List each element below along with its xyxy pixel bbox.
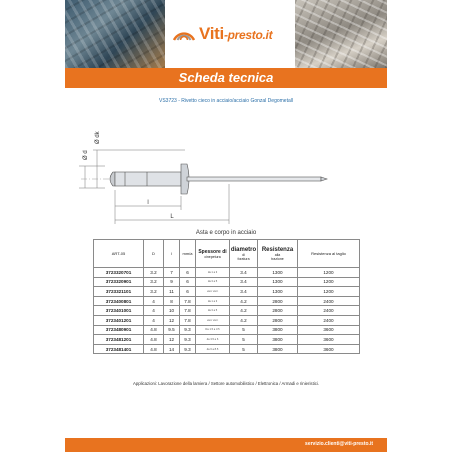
cell-hole-diameter: 5 xyxy=(230,335,258,345)
col-thickness: Spessore di cinepetura xyxy=(196,240,230,268)
applications-text: Applicazioni: Lavorazione della lamiera / Settore automobilistico / Elettronica / Armadi e rinieristici. xyxy=(132,381,320,386)
technical-sheet xyxy=(65,0,387,452)
cell-hole-diameter: 4.2 xyxy=(230,315,258,325)
cell-tensile-strength: 1300 xyxy=(258,287,298,297)
cell-diameter: 4.8 xyxy=(144,325,164,335)
table-row xyxy=(94,315,360,325)
cell-head-diameter: 7.8 xyxy=(180,306,196,316)
cell-tensile-strength: 2800 xyxy=(258,306,298,316)
col-ls: mm/a xyxy=(180,240,196,268)
cell-head-diameter: 9.3 xyxy=(180,325,196,335)
cell-grip-range: da 6 a 8.5 xyxy=(196,344,230,354)
cell-hole-diameter: 5 xyxy=(230,344,258,354)
table-row xyxy=(94,335,360,345)
cell-tensile-strength: 1300 xyxy=(258,277,298,287)
cell-hole-diameter: 3.4 xyxy=(230,268,258,278)
cell-length: 11 xyxy=(164,287,180,297)
cell-shear-strength: 3600 xyxy=(298,325,360,335)
col-l: l xyxy=(164,240,180,268)
footer-email-link[interactable]: servizio.clienti@viti-presto.it xyxy=(305,441,373,447)
cell-tensile-strength: 3800 xyxy=(258,344,298,354)
cell-grip-range: da 1 a 3 xyxy=(196,268,230,278)
label-d: Ø d xyxy=(83,150,89,160)
page-title: Scheda tecnica xyxy=(178,70,274,85)
table-row xyxy=(94,325,360,335)
cell-shear-strength: 2400 xyxy=(298,296,360,306)
spec-table xyxy=(93,239,360,354)
col-tensile: Resistenza alla trazione xyxy=(258,240,298,268)
cell-tensile-strength: 1300 xyxy=(258,268,298,278)
table-header-row xyxy=(94,240,360,268)
cell-art-code: 3723480901 xyxy=(94,325,144,335)
cell-grip-range: da 3 a 5 xyxy=(196,277,230,287)
cell-shear-strength: 1200 xyxy=(298,268,360,278)
table-row xyxy=(94,296,360,306)
col-art: ART-05 xyxy=(94,240,144,268)
brand-suffix-text: -presto.it xyxy=(223,28,273,42)
cell-length: 9 xyxy=(164,277,180,287)
cell-length: 8 xyxy=(164,296,180,306)
cell-art-code: 3723481201 xyxy=(94,335,144,345)
table-row xyxy=(94,306,360,316)
cell-grip-range: vero vist t xyxy=(196,315,230,325)
cell-grip-range: da 3.5 a 6 xyxy=(196,335,230,345)
label-L: L xyxy=(170,214,174,220)
table-row xyxy=(94,287,360,297)
cell-tensile-strength: 3800 xyxy=(258,335,298,345)
cell-head-diameter: 7.8 xyxy=(180,296,196,306)
logo-arc-icon xyxy=(171,20,197,46)
table-row xyxy=(94,344,360,354)
brand-logo[interactable] xyxy=(199,24,272,44)
cell-shear-strength: 3600 xyxy=(298,335,360,345)
cell-head-diameter: 6 xyxy=(180,287,196,297)
cell-art-code: 3723401001 xyxy=(94,306,144,316)
cell-art-code: 3723481401 xyxy=(94,344,144,354)
col-shear: Resistenza al taglio xyxy=(298,240,360,268)
label-l: l xyxy=(147,200,149,206)
cell-diameter: 4 xyxy=(144,306,164,316)
col-d: D xyxy=(144,240,164,268)
cell-diameter: 3.2 xyxy=(144,268,164,278)
cell-shear-strength: 2400 xyxy=(298,315,360,325)
table-row xyxy=(94,268,360,278)
table-row xyxy=(94,277,360,287)
cell-length: 9.5 xyxy=(164,325,180,335)
cell-hole-diameter: 4.2 xyxy=(230,296,258,306)
col-hole: diametro di foratura xyxy=(230,240,258,268)
product-subtitle: VS3723 - Rivetto cieco in acciaio/acciaio Gonzal Degometall xyxy=(159,98,293,104)
cell-length: 12 xyxy=(164,335,180,345)
cell-tensile-strength: 2800 xyxy=(258,315,298,325)
cell-diameter: 3.2 xyxy=(144,287,164,297)
tools-photo-icon xyxy=(65,0,165,68)
cell-shear-strength: 1200 xyxy=(298,287,360,297)
cell-art-code: 3723320701 xyxy=(94,268,144,278)
cell-head-diameter: 9.3 xyxy=(180,344,196,354)
cell-diameter: 4 xyxy=(144,296,164,306)
cell-diameter: 4 xyxy=(144,315,164,325)
cell-grip-range: vero vist t xyxy=(196,287,230,297)
cell-art-code: 3723321101 xyxy=(94,287,144,297)
cell-hole-diameter: 3.4 xyxy=(230,287,258,297)
cell-hole-diameter: 5 xyxy=(230,325,258,335)
cell-head-diameter: 6 xyxy=(180,268,196,278)
screws-photo-icon xyxy=(295,0,387,68)
cell-art-code: 3723400801 xyxy=(94,296,144,306)
cell-head-diameter: 7.8 xyxy=(180,315,196,325)
cell-grip-range: da 3 a 5 xyxy=(196,306,230,316)
cell-hole-diameter: 3.4 xyxy=(230,277,258,287)
rivet-technical-drawing xyxy=(65,106,387,236)
cell-diameter: 4.8 xyxy=(144,335,164,345)
cell-length: 10 xyxy=(164,306,180,316)
cell-length: 7 xyxy=(164,268,180,278)
cell-shear-strength: 2400 xyxy=(298,306,360,316)
cell-tensile-strength: 3800 xyxy=(258,325,298,335)
cell-head-diameter: 9.3 xyxy=(180,335,196,345)
brand-main-text: Viti xyxy=(199,24,224,43)
cell-length: 12 xyxy=(164,315,180,325)
cell-diameter: 4.8 xyxy=(144,344,164,354)
cell-grip-range: da 1 a 3 xyxy=(196,296,230,306)
cell-hole-diameter: 4.2 xyxy=(230,306,258,316)
cell-shear-strength: 1200 xyxy=(298,277,360,287)
label-dk: Ø dk xyxy=(95,131,101,144)
cell-grip-range: Da 1.5 a 3.5 xyxy=(196,325,230,335)
cell-art-code: 3723401201 xyxy=(94,315,144,325)
cell-head-diameter: 6 xyxy=(180,277,196,287)
cell-shear-strength: 3600 xyxy=(298,344,360,354)
cell-length: 14 xyxy=(164,344,180,354)
cell-art-code: 3723320901 xyxy=(94,277,144,287)
cell-tensile-strength: 2800 xyxy=(258,296,298,306)
cell-diameter: 3.2 xyxy=(144,277,164,287)
table-caption: Asta e corpo in acciaio xyxy=(195,230,257,236)
rivet-body xyxy=(110,164,327,194)
